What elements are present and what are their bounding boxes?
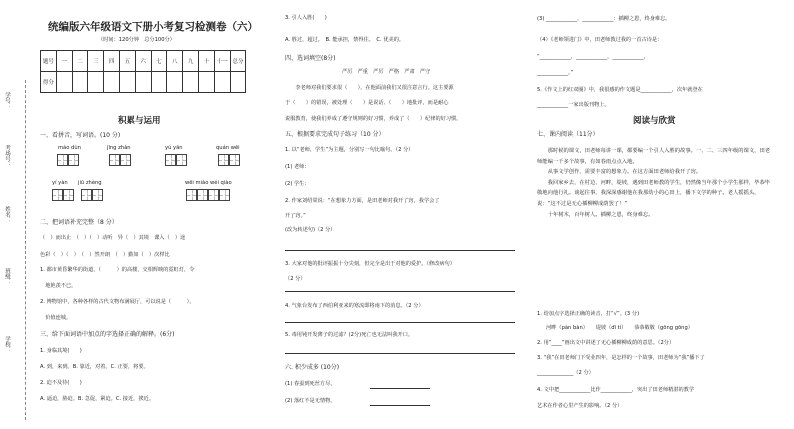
q5-item-3-score: （2 分） [285,276,306,282]
q6-item-2: (2) 落红不是无情物， [285,398,336,404]
q6-item-4-end: ____________。” [537,70,574,76]
char-box-group [109,154,131,166]
char-box[interactable] [176,154,187,166]
score-col: 二 [72,51,88,72]
q2-line-4: 地艳羡不已。 [40,283,77,289]
q5-item-4: 4. 气象台发布了西伯利亚来的寒流即将南下的消息。（2 分） [285,303,424,309]
sidebar-name: 姓名： [4,206,10,223]
score-col: 总分 [230,51,246,72]
char-box-group [52,189,74,201]
passage-paragraph-2: 从事文学创作，需要丰富的想象力。在这方面田老师给我开了窍。 [537,169,702,176]
char-box-group [186,189,230,201]
char-box-group [165,154,187,166]
q6-item-5-cont: ____________一家出版刊物上。 [537,102,610,108]
score-cell[interactable] [167,72,183,93]
reading-q1-options: 河畔（pàn bàn） 堤坡（dī tí） 恭恭敬敬（gōng gōng） [546,325,693,331]
answer-line[interactable] [285,353,515,354]
section-title-accumulation: 积累与运用 [118,116,161,126]
score-col: 六 [135,51,151,72]
score-cell[interactable] [198,72,214,93]
pinyin-4: quán wēi [216,145,240,151]
section-title-reading: 阅读与欣赏 [633,116,676,126]
score-cell[interactable] [151,72,167,93]
answer-line[interactable] [285,322,515,323]
char-box[interactable] [120,154,131,166]
q6-item-3: (3) ____________，____________：插柳之恩，终身难忘。 [537,16,671,22]
passage-paragraph-3: 我回家乡去，在村边、河畔，堤坡，遇到田老师教的学生，仍然像当年那个小学生那样，毕恭毕敬地向他行礼。谈起往事，我深深感谢他在我那幼小的心田上，播下文学的种子。老人摇摇头，说：“这不过是无心插柳柳成荫罢了！” [537,179,771,207]
q6-item-5: 5.《作文上的红双圈》中，我很感的作文题是____________，次年就登在 [537,87,703,93]
char-box[interactable] [186,189,197,201]
score-col: 十 [198,51,214,72]
q3-item-2: 2. 迫不及待( ) [40,380,82,386]
q2-line-3: 1. 都市黄昏繁华的街道，（ ）的高楼，交相辉映的霓虹灯，令 [40,267,195,273]
score-col: 五 [119,51,135,72]
q4-line-1: 李老师对我们要求很（ ），在他面前我们又很注意言行。这主要源 [285,85,454,91]
char-box[interactable] [57,154,68,166]
q3-item-3-options: A. 胜过，超过。 B. 能承担，禁得住。 C. 优美的。 [285,37,405,43]
pinyin-6: jiū zhèng [78,180,102,186]
reading-q3: 3. “我”在田老师门下受业四年，是怎样的一个故事，田老师为“我”播下了 [537,355,705,361]
q5-heading: 五、根据要求完成句子练习（10 分） [285,131,385,138]
passage [537,146,775,220]
char-box[interactable] [229,154,240,166]
sidebar-class: 班级： [4,268,10,285]
score-cell[interactable] [119,72,135,93]
q5-item-2: 2. 作家刘绍棠说：“在想象力方面，是田老师对我开了窍，我学会了 [285,198,440,204]
char-box[interactable] [165,154,176,166]
score-col: 四 [104,51,120,72]
answer-line[interactable] [285,250,515,251]
char-box[interactable] [63,189,74,201]
pinyin-3: yú yān [165,145,183,151]
time-limit: （时间：120分钟 总分100分） [98,37,175,43]
reading-q4: 4. 文中把____________比作____________，突出了田老师精湛的教学 [537,387,695,393]
q6-item-4-blanks: “____________，____________，____________， [537,54,649,60]
score-cell[interactable] [135,72,151,93]
q4-heading: 四、选词填空(8分) [285,55,336,62]
char-box[interactable] [68,154,79,166]
score-header: 题号 [41,51,57,72]
score-cell[interactable] [104,72,120,93]
page-title: 统编版六年级语文下册小考复习检测卷（六） [48,21,258,33]
q3-item-2-options: A. 逼迫，胁迫。B. 急促，紧迫。C. 接近，挨近。 [40,396,154,402]
sidebar-school: 学校： [4,336,10,353]
score-row-label: 得分 [41,72,57,93]
reading-q4-cont: 艺术在作者心里产生的影响。（2 分） [537,403,623,409]
score-cell[interactable] [183,72,199,93]
char-box-group [218,154,240,166]
answer-line[interactable] [370,388,430,389]
q4-words: 严厉 严重 严厉 严格 严肃 严守 [342,69,431,75]
q2-line-2: 色彩（ ）（ ） （ ）然开朗 （ ）勤如（ ）次栉比 [40,252,170,258]
q6-item-1: (1) 春蚕到死丝方尽， [285,381,336,387]
q2-heading: 二、把词语补充完整（8 分） [40,219,118,226]
score-col: 十一 [214,51,230,72]
char-box[interactable] [92,189,103,201]
q3-item-3: 3. 引人入胜( ) [285,15,327,21]
answer-line[interactable] [285,291,515,292]
char-box[interactable] [219,189,230,201]
q5-item-5: 5. 毒用钝开发薄子的过滤？(2分)死亡也无法叫我开口。 [285,332,414,338]
q2-line-6: 价值连城。 [40,315,72,321]
score-table [40,50,246,93]
char-box[interactable] [52,189,63,201]
char-box[interactable] [218,154,229,166]
q2-line-1: （ ）而出止 （ ）（ ）动听 异（ ）其境 谍入（ ）途 [40,235,186,241]
char-box[interactable] [109,154,120,166]
q6-item-4: （4）《老师领进门》中，田老师教过我的一首古诗是： [537,37,663,43]
score-col: 三 [88,51,104,72]
score-col: 八 [167,51,183,72]
reading-q2: 2. 用“____”画出文中讲述了无心插柳柳成荫的意思。（2分） [537,340,675,346]
answer-line[interactable] [370,405,430,406]
q2-line-5: 2. 博物馆中，各种各样的古代文物布满展厅，可以说是（ ）， [40,299,195,305]
q1-heading: 一、看拼音，写词语。(10 分) [40,132,121,139]
q5-item-1: 1. 以“老师，学生”为主题，分别写一句比喻句。（2 分） [285,147,414,153]
reading-q1: 1. 给加点字选择正确的读音，打“√”。(3 分) [537,311,640,317]
score-col: 九 [183,51,199,72]
q5-item-3: 3. 大家对他的批评振振十分尖刻，但完全是出于对他的爱护。（修改病句） [285,261,455,267]
pinyin-7: wēi miào wéi qiào [185,180,232,186]
pinyin-2: jīng zhàn [107,145,131,151]
score-cell[interactable] [88,72,104,93]
char-box-group [57,154,79,166]
passage-paragraph-4: 十年树木，百年树人。插柳之恩，终身难忘。 [537,211,654,218]
score-cell[interactable] [230,72,246,93]
q4-line-2: 于（ ）的错误，被处理（ ）是说话、（ ）地批评，而是耐心 [285,100,449,106]
sidebar-student-no: 学号： [4,92,10,109]
char-box[interactable] [208,189,219,201]
char-box-group [81,189,103,201]
score-col: 一 [56,51,72,72]
q5-item-2-cont: 开了窍。” [285,213,306,219]
q6-heading: 六. 积少成多 (10分) [285,364,340,371]
char-box[interactable] [197,189,208,201]
char-box[interactable] [81,189,92,201]
reading-q3-blank: ______________（2 分） [537,370,594,376]
sidebar-exam-room: 考场号： [4,145,10,167]
q5-item-1b: (2) 学生： [285,181,310,187]
q4-line-3: 说服教育，使我们养成了遵守规则的好习惯，养成了（ ）纪律的好习惯。 [285,116,462,122]
passage-paragraph-1: 那时候的课文，田老师每讲一课，都要编一个引人入胜的故事。一、二、三四年级的课文，田老师能编一千多个故事，有如春雨点点入地。 [537,148,771,165]
fold-line [25,80,26,420]
q3-heading: 三、给下面词语中加点的字选择正确的解释。(6分) [40,331,175,338]
pinyin-5: yí yàn [52,180,68,186]
score-cell[interactable] [72,72,88,93]
q5-item-2-hint: (改为转述句)（2 分） [285,227,336,233]
score-cell[interactable] [214,72,230,93]
pinyin-1: máo dùn [58,145,81,151]
score-col: 七 [151,51,167,72]
score-cell[interactable] [56,72,72,93]
q7-heading: 七、课内阅读（11分） [537,131,599,138]
q5-item-1a: (1) 老师： [285,164,310,170]
q3-item-1-options: A. 到，来到。B. 靠近，对着。C. 正要，将要。 [40,364,149,370]
q3-item-1: 1. 身临其境( ) [40,348,82,354]
